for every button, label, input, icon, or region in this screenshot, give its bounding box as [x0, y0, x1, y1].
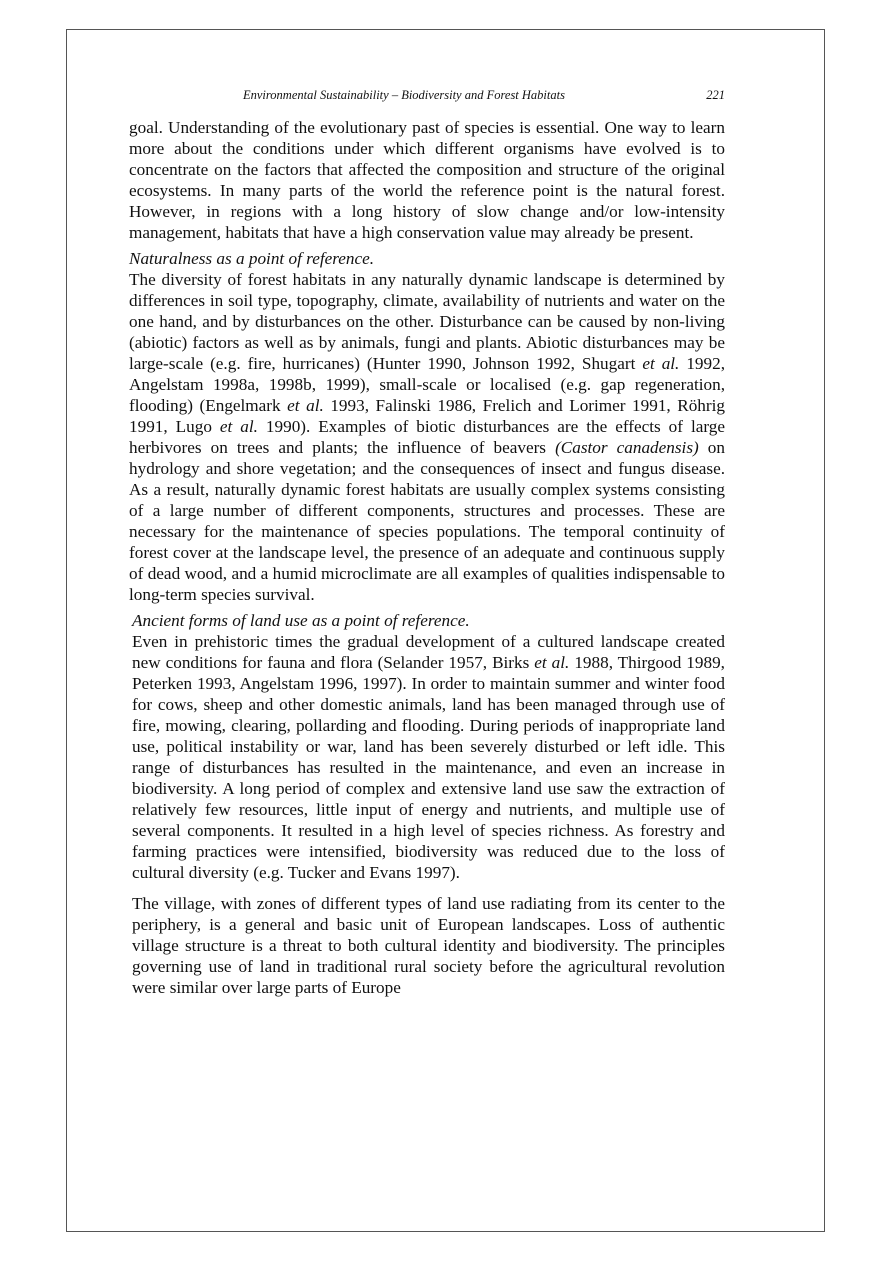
paragraph-ancient-land-use: Even in prehistoric times the gradual development of a cultured landscape created new conditions for fauna and flora (Selander 1957, Birks et al. 1988, Thirgood 1989, Peterken 1993, Angelstam 1996, 1997). In order to maintain summer and winter food for cows, sheep and other domestic animals, land has been managed through use of fire, mowing, clearing, pollarding and flooding. During periods of inappropriate land use, political instability or war, land has been severely disturbed or left idle. This range of disturbances has resulted in the maintenance, and even an increase in biodiversity. A long period of complex and extensive land use saw the extraction of relatively few resources, little input of energy and nutrients, and multiple use of several components. It resulted in a high level of species richness. As forestry and farming practices were intensified, biodiversity was reduced due to the loss of cultural diversity (e.g. Tucker and Evans 1997). [132, 632, 725, 882]
body-text [129, 117, 725, 998]
running-title: Environmental Sustainability – Biodiversity and Forest Habitats [243, 88, 565, 102]
section-heading-naturalness: Naturalness as a point of reference. [129, 249, 375, 268]
section-heading-ancient-land-use: Ancient forms of land use as a point of reference. [132, 611, 470, 630]
paragraph-naturalness: The diversity of forest habitats in any naturally dynamic landscape is determined by differences in soil type, topography, climate, availability of nutrients and water on the one hand, and by disturbances on the other. Disturbance can be caused by non-living (abiotic) factors as well as by animals, fungi and plants. Abiotic disturbances may be large-scale (e.g. fire, hurricanes) (Hunter 1990, Johnson 1992, Shugart et al. 1992, Angelstam 1998a, 1998b, 1999), small-scale or localised (e.g. gap regeneration, flooding) (Engelmark et al. 1993, Falinski 1986, Frelich and Lorimer 1991, Röhrig 1991, Lugo et al. 1990). Examples of biotic disturbances are the effects of large herbivores on trees and plants; the influence of beavers (Castor canadensis) on hydrology and shore vegetation; and the consequences of insect and fungus disease. As a result, naturally dynamic forest habitats are usually complex systems consisting of a large number of different components, structures and processes. These are necessary for the maintenance of species populations. The temporal continuity of forest cover at the landscape level, the presence of an adequate and continuous supply of dead wood, and a humid microclimate are all examples of qualities indispensable to long-term species survival. [129, 270, 725, 604]
paragraph-intro: goal. Understanding of the evolutionary past of species is essential. One way to learn more about the conditions under which different organisms have evolved is to concentrate on the factors that affected the composition and structure of the original ecosystems. In many parts of the world the reference point is the natural forest. However, in regions with a long history of slow change and/or low-intensity management, habitats that have a high conservation value may already be present. [129, 118, 725, 242]
paragraph-village: The village, with zones of different types of land use radiating from its center to the periphery, is a general and basic unit of European landscapes. Loss of authentic village structure is a threat to both cultural identity and biodiversity. The principles governing use of land in traditional rural society before the agricultural revolution were similar over large parts of Europe [132, 894, 725, 997]
page-number: 221 [706, 88, 725, 102]
